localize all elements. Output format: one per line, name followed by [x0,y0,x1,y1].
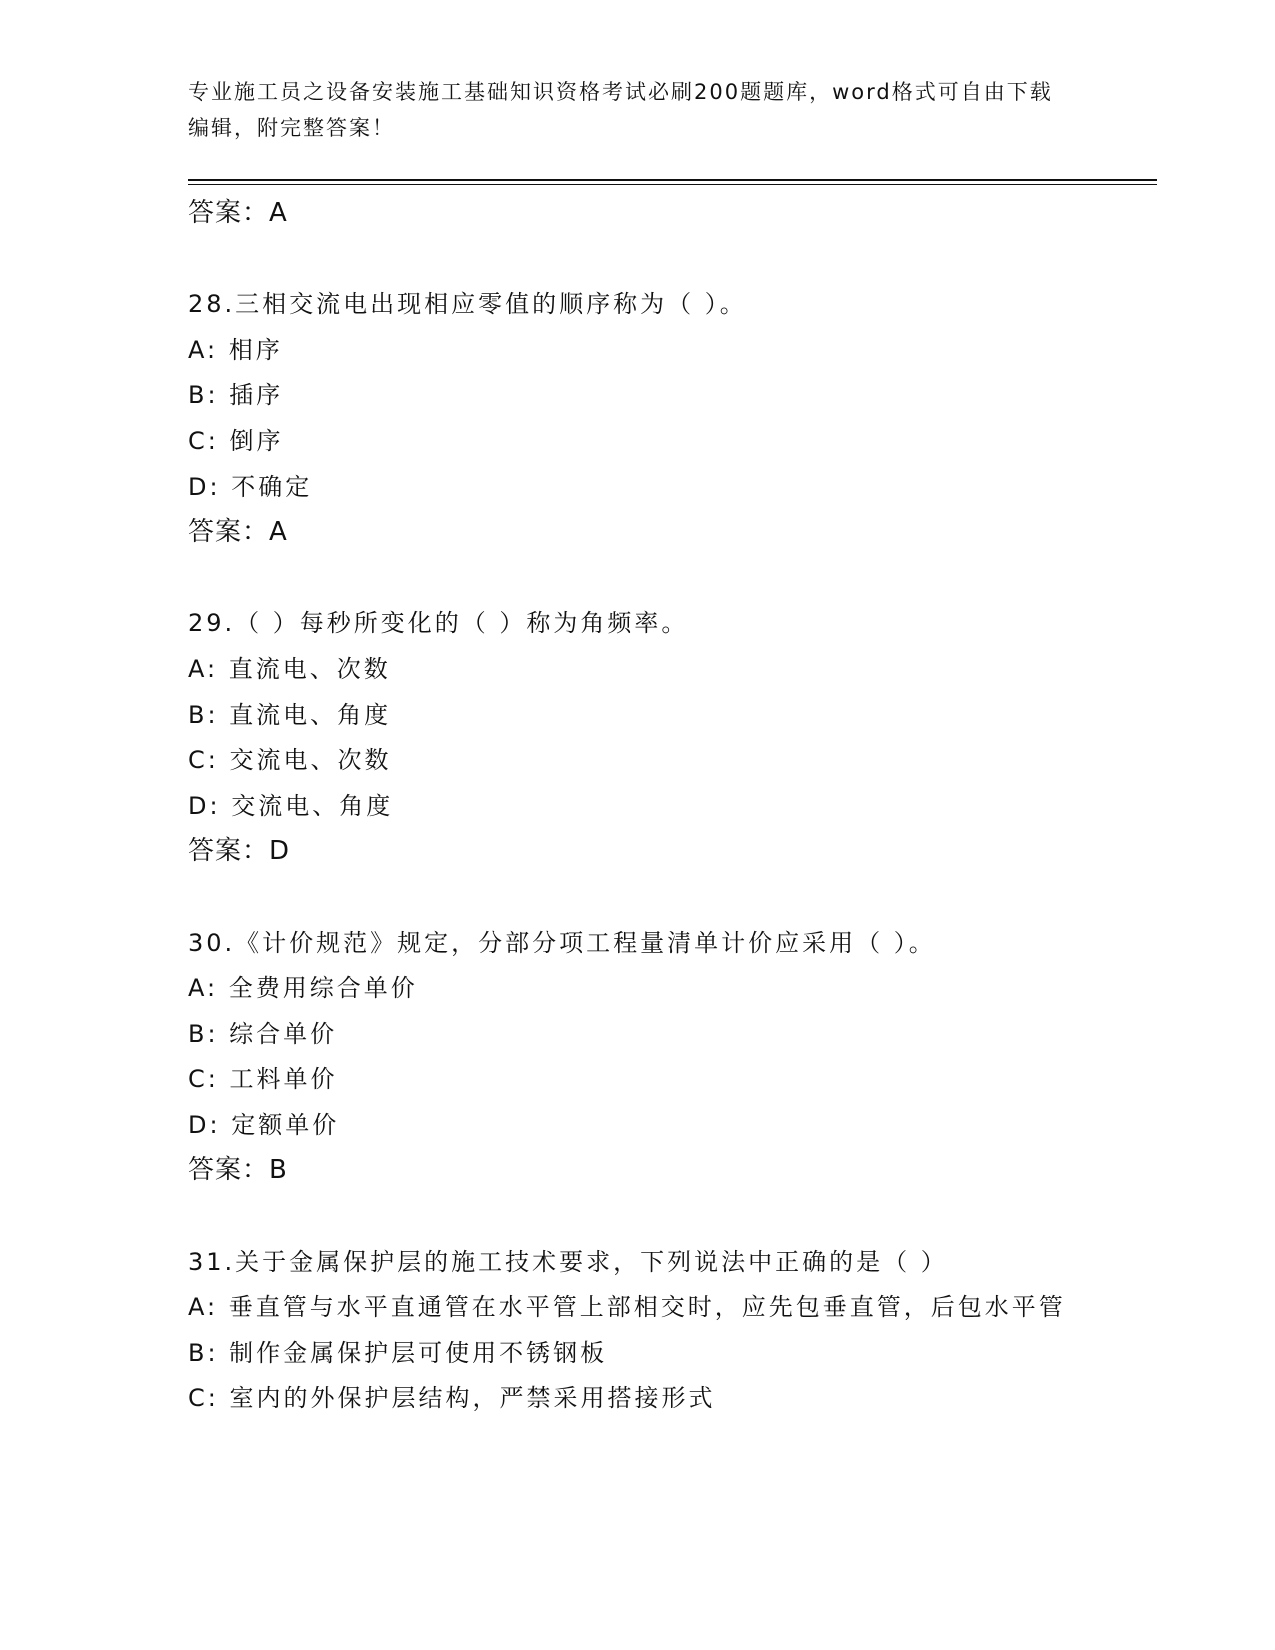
document-header: 专业施工员之设备安装施工基础知识资格考试必刷200题题库，word格式可自由下载编辑，附完整答案！ [188,80,1053,140]
option-b: B: 直流电、角度 [188,700,392,729]
option-d: D: 交流电、角度 [188,791,394,820]
header-rule-thin [188,184,1157,185]
spacer [188,237,1088,283]
option-c: C: 交流电、次数 [188,746,392,775]
question-stem: 29.（ ）每秒所变化的（ ）称为角频率。 [188,609,689,638]
question-stem: 31.关于金属保护层的施工技术要求，下列说法中正确的是（ ） [188,1247,948,1276]
option-c: C: 倒序 [188,426,284,455]
option-d: D: 不确定 [188,472,313,501]
answer-line: 答案：D [188,836,291,867]
option-a: A: 相序 [188,335,283,364]
option-a: A: 全费用综合单价 [188,974,418,1003]
answer-line: 答案：A [188,517,288,548]
option-d: D: 定额单价 [188,1110,340,1139]
answer-line: 答案：A [188,198,288,228]
question-list [188,191,1088,1422]
option-b: B: 插序 [188,381,284,410]
spacer [188,1194,1088,1240]
option-a: A: 垂直管与水平直通管在水平管上部相交时，应先包垂直管，后包水平管 [188,1293,1066,1322]
option-c: C: 工料单价 [188,1065,338,1094]
spacer [188,556,1088,602]
option-b: B: 综合单价 [188,1019,338,1048]
question-stem: 30.《计价规范》规定，分部分项工程量清单计价应采用（ ）。 [188,928,936,957]
spacer [188,875,1088,921]
option-c: C: 室内的外保护层结构，严禁采用搭接形式 [188,1384,716,1413]
header-rule-thick [188,179,1157,181]
option-b: B: 制作金属保护层可使用不锈钢板 [188,1338,608,1367]
answer-line: 答案：B [188,1155,288,1186]
option-a: A: 直流电、次数 [188,654,391,683]
question-stem: 28.三相交流电出现相应零值的顺序称为（ ）。 [188,290,747,319]
